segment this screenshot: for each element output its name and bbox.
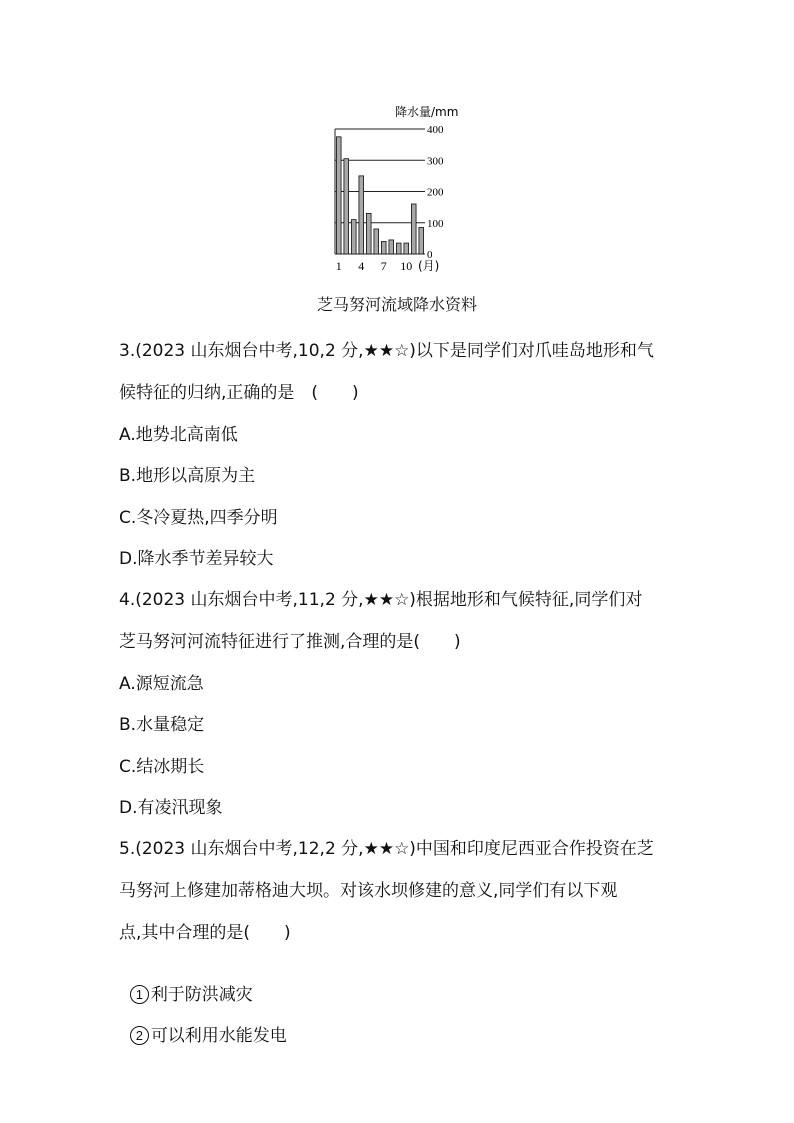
y-tick-labels [427,124,444,261]
precipitation-chart [300,98,460,278]
question-3-option-d: D.降水季节差异较大 [119,549,274,569]
bar-month-4 [359,176,364,254]
bar-month-6 [374,229,379,254]
y-tick-label: 100 [427,217,444,230]
question-3-line-1: 3.(2023 山东烟台中考,10,2 分,★★☆)以下是同学们对爪哇岛地形和气 [119,341,654,361]
question-5-line-1: 5.(2023 山东烟台中考,12,2 分,★★☆)中国和印度尼西亚合作投资在芝 [119,839,654,859]
question-5-item-2 [119,1001,287,1046]
question-4-option-a: A.源短流急 [119,674,204,694]
bar-month-5 [366,213,371,254]
bar-month-2 [344,159,349,254]
x-axis-unit: (月) [418,259,440,273]
y-tick-label: 0 [427,249,433,261]
question-3-line-2: 候特征的归纳,正确的是 ( ) [119,383,359,403]
question-4-option-c: C.结冰期长 [119,757,205,777]
chart-bars [336,137,423,254]
question-5-item-1-text: 利于防洪减灾 [150,985,253,1005]
bar-month-8 [389,240,394,254]
chart-caption: 芝马努河流域降水资料 [316,295,477,314]
question-5-line-2: 马努河上修建加蒂格迪大坝。对该水坝修建的意义,同学们有以下观 [119,881,618,901]
y-tick-label: 400 [427,124,444,136]
bar-month-1 [336,137,341,254]
y-tick-label: 200 [427,186,444,199]
x-tick-label: 10 [400,259,413,273]
question-3-option-a: A.地势北高南低 [119,425,238,445]
x-tick-label: 4 [358,259,365,273]
x-tick-label: 1 [335,259,342,273]
y-tick-label: 300 [427,155,444,168]
bar-month-9 [396,243,401,254]
question-5-line-3: 点,其中合理的是( ) [119,923,291,943]
question-4-line-1: 4.(2023 山东烟台中考,11,2 分,★★☆)根据地形和气候特征,同学们对 [119,590,643,610]
bar-month-10 [404,243,409,254]
question-3-option-c: C.冬冷夏热,四季分明 [119,508,278,528]
question-5-item-1 [119,960,253,1005]
question-5-item-2-text: 可以利用水能发电 [150,1026,287,1046]
question-4-line-2: 芝马努河河流特征进行了推测,合理的是( ) [119,632,461,652]
bar-month-3 [351,220,356,254]
x-tick-label: 7 [380,259,387,273]
y-axis-label: 降水量/mm [395,105,459,119]
x-tick-labels [336,259,413,273]
circled-number-1: 1 [130,985,149,1004]
bar-month-7 [381,242,386,255]
bar-month-12 [419,227,424,254]
question-4-option-d: D.有凌汛现象 [119,798,223,818]
bar-month-11 [411,204,416,254]
circled-number-2: 2 [130,1026,149,1045]
question-3-option-b: B.地形以高原为主 [119,466,256,486]
question-4-option-b: B.水量稳定 [119,715,205,735]
